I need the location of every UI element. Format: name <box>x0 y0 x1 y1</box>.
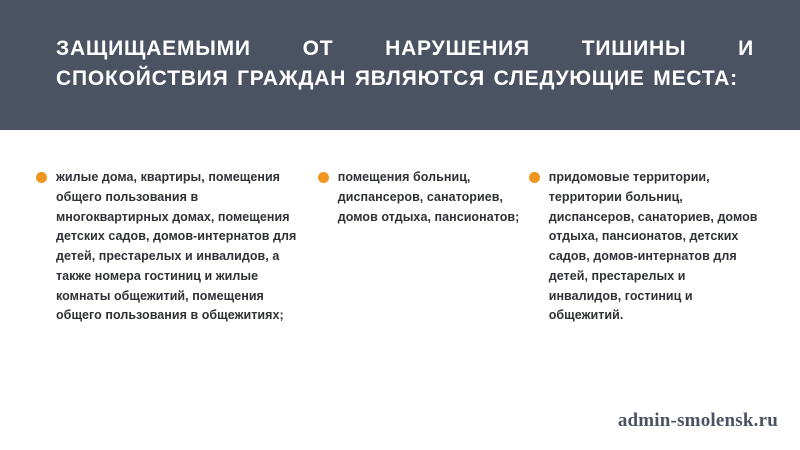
bullet-text-3: придомовые территории, территории больниц, диспансеров, санаториев, домов отдыха, пансионатов, детских садов, домов-интернатов для детей, престарелых и инвалидов, гостиниц и общежитий. <box>548 170 758 323</box>
bullet-dot-icon <box>529 172 540 183</box>
bullet-column-2 <box>318 168 529 326</box>
bullet-dot-icon <box>36 172 47 183</box>
content-columns <box>0 130 800 326</box>
bullet-column-3 <box>529 168 760 326</box>
page-title: ЗАЩИЩАЕМЫМИ ОТ НАРУШЕНИЯ ТИШИНЫ И СПОКОЙСТВИЯ ГРАЖДАН ЯВЛЯЮТСЯ СЛЕДУЮЩИЕ МЕСТА: <box>56 37 754 90</box>
footer-site-label: admin-smolensk.ru <box>617 410 778 431</box>
bullet-text-1: жилые дома, квартиры, помещения общего пользования в многоквартирных домах, помещения детских садов, домов-интернатов для детей, престарелых и инвалидов, а также номера гостиниц и жилые комнаты общежитий, помещения общего пользования в общежитиях; <box>56 170 297 323</box>
bullet-column-1 <box>36 168 318 326</box>
bullet-dot-icon <box>318 172 329 183</box>
bullet-text-2: помещения больниц, диспансеров, санаториев, домов отдыха, пансионатов; <box>337 170 520 224</box>
slide-header <box>0 0 800 130</box>
